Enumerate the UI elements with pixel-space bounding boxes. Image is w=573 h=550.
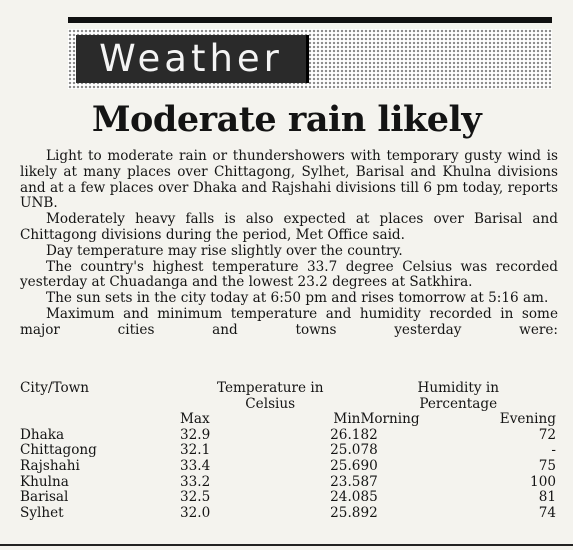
max-temp: 32.1 bbox=[180, 442, 211, 459]
evening-humidity: 81 bbox=[538, 489, 556, 506]
morning-humidity: 90 bbox=[360, 457, 378, 474]
morning-humidity: 92 bbox=[360, 504, 378, 521]
paragraph: Maximum and minimum temperature and humidity recorded in some major cities and towns yesterday were: bbox=[20, 305, 558, 338]
weather-table bbox=[20, 381, 556, 521]
humidity-header-line2: Percentage bbox=[419, 395, 498, 412]
subheader-spacer bbox=[20, 412, 180, 428]
col-humidity-header bbox=[360, 381, 556, 412]
humidity-header-line1: Humidity in bbox=[417, 380, 499, 396]
table-row bbox=[20, 475, 556, 491]
paragraph: Moderately heavy falls is also expected at places over Barisal and Chittagong divisions during the period, Met Office said. bbox=[20, 211, 558, 243]
bottom-rule bbox=[0, 544, 573, 546]
section-label: Weather bbox=[76, 35, 309, 83]
max-temp: 33.4 bbox=[180, 457, 211, 474]
max-temp: 32.0 bbox=[180, 504, 211, 521]
min-temp: 25.6 bbox=[330, 457, 361, 474]
evening-humidity: 75 bbox=[538, 457, 556, 474]
min-temp: 25.0 bbox=[330, 442, 361, 459]
morning-humidity: 85 bbox=[360, 489, 378, 506]
max-temp: 32.5 bbox=[180, 489, 211, 506]
max-temp: 32.9 bbox=[180, 426, 211, 443]
table-row bbox=[20, 428, 556, 444]
evening-humidity: 72 bbox=[538, 426, 556, 443]
min-temp: 26.1 bbox=[330, 426, 361, 443]
min-temp: 25.8 bbox=[330, 504, 361, 521]
max-temp: 33.2 bbox=[180, 473, 211, 490]
morning-humidity: 87 bbox=[360, 473, 378, 490]
morning-humidity: 78 bbox=[360, 442, 378, 459]
city-name: Sylhet bbox=[20, 504, 64, 521]
table-row bbox=[20, 490, 556, 506]
col-city-header: City/Town bbox=[20, 380, 90, 396]
paragraph: The country's highest temperature 33.7 degree Celsius was recorded yesterday at Chuadanga and the lowest 23.2 degrees at Satkhira. bbox=[20, 258, 558, 291]
table-row bbox=[20, 459, 556, 475]
evening-humidity: 100 bbox=[530, 473, 556, 490]
col-min-header: Min bbox=[333, 411, 361, 428]
article-body bbox=[20, 149, 558, 339]
col-evening-header: Evening bbox=[499, 411, 556, 428]
table-row bbox=[20, 443, 556, 459]
table-row bbox=[20, 506, 556, 522]
evening-humidity: - bbox=[551, 442, 556, 459]
paragraph: The sun sets in the city today at 6:50 pm and rises tomorrow at 5:16 am. bbox=[46, 290, 549, 307]
col-morning-header: Morning bbox=[360, 411, 420, 428]
city-name: Dhaka bbox=[20, 426, 65, 443]
temperature-header-line2: Celsius bbox=[245, 395, 296, 412]
morning-humidity: 82 bbox=[360, 426, 378, 443]
min-temp: 23.5 bbox=[330, 473, 361, 490]
paragraph: Light to moderate rain or thundershowers with temporary gusty wind is likely at many places over Chittagong, Sylhet, Barisal and Khulna divisions and at a few places over Dhaka and Rajshahi divisions till 6 pm today, reports UNB. bbox=[20, 148, 558, 212]
table-subheader-row bbox=[20, 412, 556, 428]
city-name: Barisal bbox=[20, 489, 69, 506]
col-temperature-header bbox=[180, 381, 360, 412]
temperature-header-line1: Temperature in bbox=[216, 380, 324, 396]
top-rule bbox=[68, 17, 552, 23]
min-temp: 24.0 bbox=[330, 489, 361, 506]
headline: Moderate rain likely bbox=[91, 99, 482, 140]
table-header-row bbox=[20, 381, 556, 412]
section-banner bbox=[68, 29, 552, 89]
city-name: Chittagong bbox=[20, 442, 97, 459]
evening-humidity: 74 bbox=[538, 504, 556, 521]
col-max-header: Max bbox=[180, 411, 210, 428]
city-name: Rajshahi bbox=[20, 457, 80, 474]
city-name: Khulna bbox=[20, 473, 69, 490]
paragraph: Day temperature may rise slightly over the country. bbox=[46, 242, 403, 259]
